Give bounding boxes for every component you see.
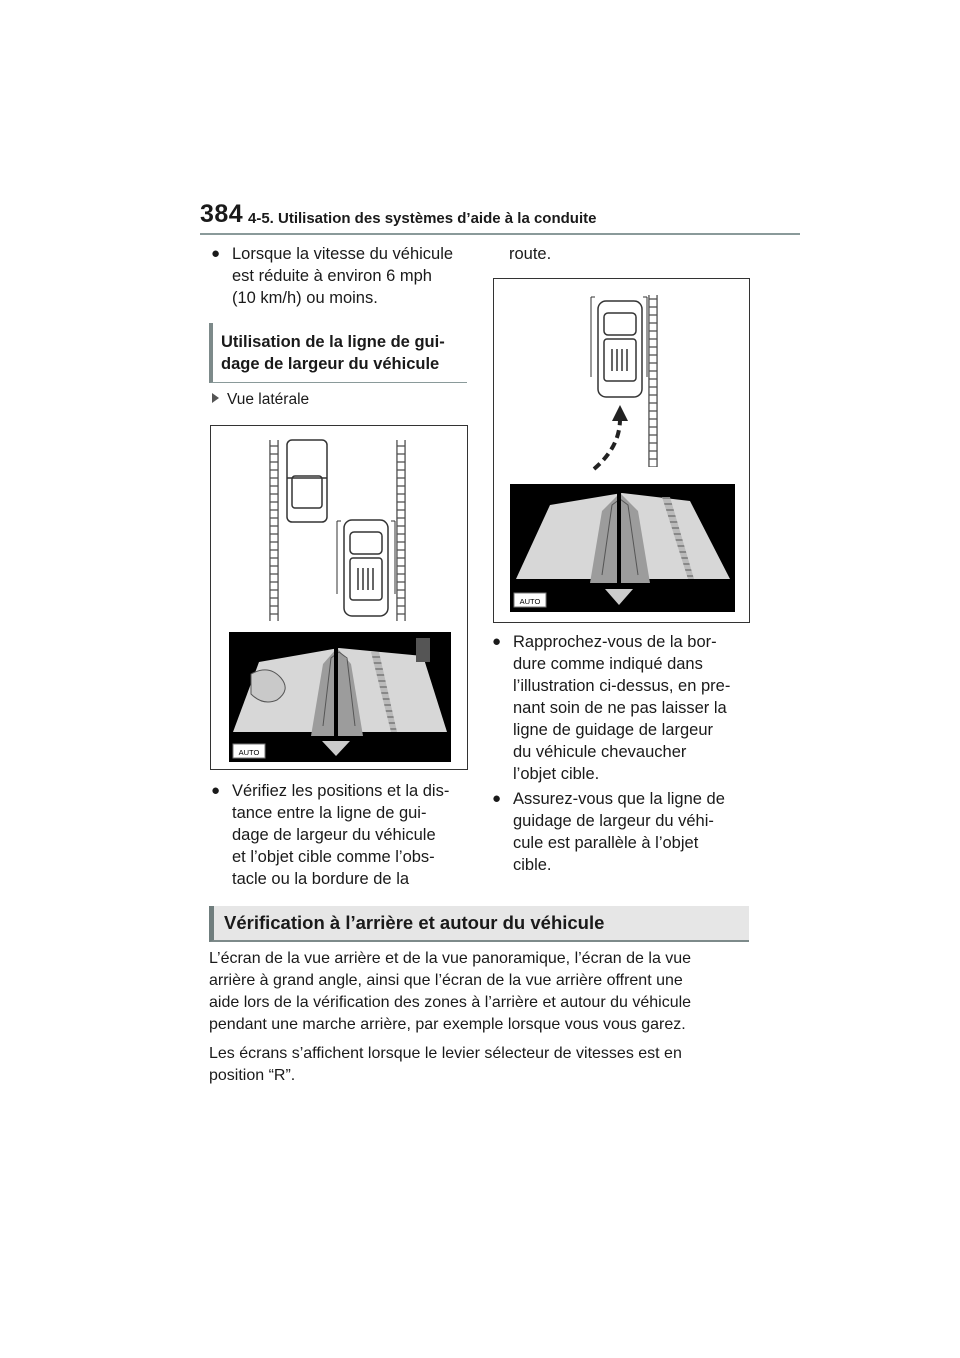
line: Lorsque la vitesse du véhicule bbox=[232, 245, 454, 263]
header-rule bbox=[200, 233, 800, 235]
line: pendant une marche arrière, par exemple lorsque vous vous garez. bbox=[209, 1016, 686, 1033]
curb-left bbox=[270, 440, 278, 621]
line: ligne de guidage de largeur bbox=[513, 721, 713, 739]
continuation-text: route. bbox=[509, 245, 552, 263]
line: est réduite à environ 6 mph bbox=[232, 267, 432, 285]
bullet-reduced-speed bbox=[209, 243, 492, 309]
paragraph-display-condition bbox=[209, 1043, 749, 1087]
line: Vérifiez les positions et la dis- bbox=[232, 782, 450, 800]
line: arrière à grand angle, ainsi que l’écran de la vue arrière offrent une bbox=[209, 972, 683, 989]
illustration-side-view bbox=[210, 425, 468, 770]
line: l’illustration ci-dessus, en pre- bbox=[513, 677, 731, 695]
triangle-bullet-icon bbox=[212, 393, 219, 403]
line: cule est parallèle à l’objet bbox=[513, 834, 699, 852]
line: guidage de largeur du véhi- bbox=[513, 812, 714, 830]
line: Assurez-vous que la ligne de bbox=[513, 790, 725, 808]
bullet-dot-icon bbox=[211, 780, 220, 802]
line: cible. bbox=[513, 856, 552, 874]
camera-screen bbox=[229, 632, 451, 762]
line: du véhicule chevaucher bbox=[513, 743, 687, 761]
line: dage de largeur du véhicule bbox=[232, 826, 436, 844]
line: Rapprochez-vous de la bor- bbox=[513, 633, 717, 651]
bullet-parallel-line bbox=[490, 788, 783, 876]
subheading-side-view bbox=[212, 391, 309, 409]
line: L’écran de la vue arrière et de la vue panoramique, l’écran de la vue bbox=[209, 950, 692, 967]
line: dage de largeur du véhicule bbox=[221, 355, 440, 373]
bullet-dot-icon bbox=[492, 631, 501, 653]
paragraph-rear-views bbox=[209, 948, 749, 1036]
bullet-approach-curb bbox=[490, 631, 783, 785]
line: nant soin de ne pas laisser la bbox=[513, 699, 727, 717]
camera-screen bbox=[510, 484, 735, 612]
own-vehicle bbox=[598, 301, 642, 397]
chapter-title: 4-5. Utilisation des systèmes d’aide à la conduite bbox=[248, 210, 597, 227]
line: position “R”. bbox=[209, 1067, 296, 1084]
bullet-dot-icon bbox=[211, 243, 220, 265]
page-number: 384 bbox=[200, 200, 244, 228]
own-vehicle bbox=[344, 520, 388, 616]
line: Utilisation de la ligne de gui- bbox=[221, 333, 445, 351]
parked-vehicle bbox=[287, 440, 327, 522]
section-heading-width-guide bbox=[209, 323, 467, 383]
subheading-text: Vue latérale bbox=[227, 391, 310, 408]
bullet-check-positions bbox=[209, 780, 494, 890]
approach-path-arrow bbox=[594, 419, 620, 469]
arrow-head-icon bbox=[612, 405, 628, 421]
illustration-approach bbox=[493, 278, 750, 623]
line: Les écrans s’affichent lorsque le levier sélecteur de vitesses est en bbox=[209, 1045, 682, 1062]
section-heading-rear-check: Vérification à l’arrière et autour du véhicule bbox=[209, 906, 749, 942]
line: tance entre la ligne de gui- bbox=[232, 804, 427, 822]
line: l’objet cible. bbox=[513, 765, 600, 783]
curb-right bbox=[649, 295, 657, 467]
screen-badge-label: AUTO bbox=[238, 748, 260, 757]
screen-badge-label: AUTO bbox=[519, 597, 541, 606]
line: (10 km/h) ou moins. bbox=[232, 289, 378, 307]
approach-diagram bbox=[494, 279, 749, 622]
side-view-diagram bbox=[211, 426, 467, 769]
line: tacle ou la bordure de la bbox=[232, 870, 410, 888]
curb-right bbox=[397, 440, 405, 621]
line: dure comme indiqué dans bbox=[513, 655, 703, 673]
line: et l’objet cible comme l’obs- bbox=[232, 848, 435, 866]
bullet-dot-icon bbox=[492, 788, 501, 810]
line: aide lors de la vérification des zones à l’arrière et autour du véhicule bbox=[209, 994, 692, 1011]
